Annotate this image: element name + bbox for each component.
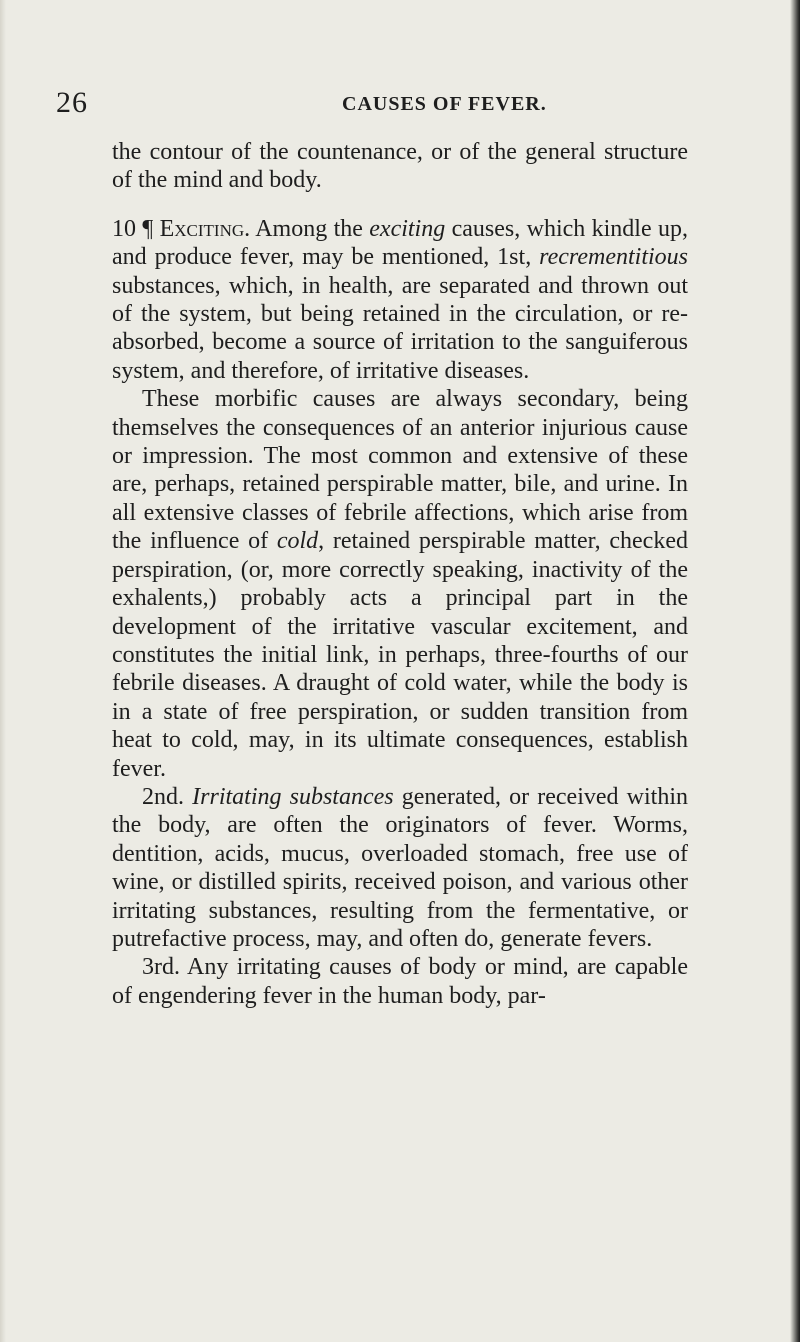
section-heading: 10 ¶ Exciting. <box>112 215 251 242</box>
paragraph-exciting: 10 ¶ Exciting. Among the exciting causes, which kindle up, and produce fever, may be mentioned, 1st, recrementitious substances, which, in health, are separated and thrown out of the system, but being retained in the circulation, or re-absorbed, become a source of irritation to the sanguiferous system, and therefore, of irritative diseases. <box>112 215 688 384</box>
running-head <box>56 86 626 126</box>
page-edge-left <box>0 0 6 1342</box>
body-text <box>112 138 688 1010</box>
paragraph-continued: the contour of the countenance, or of the general structure of the mind and body. <box>112 139 688 194</box>
page-number: 26 <box>56 86 88 119</box>
paragraph-third: 3rd. Any irritating causes of body or mind, are capable of engendering fever in the human body, par- <box>112 954 688 1009</box>
paragraph-irritating: 2nd. Irritating substances generated, or received within the body, are often the originators of fever. Worms, dentition, acids, mucus, overloaded stomach, free use of wine, or distilled spirits, received poison, and various other irritating substances, resulting from the fermentative, or putrefactive process, may, and often do, generate fevers. <box>112 783 688 952</box>
paragraph-morbific: These morbific causes are always secondary, being themselves the consequences of an anterior injurious cause or impression. The most common and extensive of these are, perhaps, retained perspirable matter, bile, and urine. In all extensive classes of febrile affections, which arise from the influence of cold, retained perspirable matter, checked perspiration, (or, more correctly speaking, inactivity of the exhalents,) probably acts a principal part in the development of the irritative vascular excitement, and constitutes the initial link, in perhaps, three-fourths of our febrile diseases. A draught of cold water, while the body is in a state of free perspiration, or sudden transition from heat to cold, may, in its ultimate consequences, establish fever. <box>112 386 688 782</box>
running-title: CAUSES OF FEVER. <box>342 93 547 115</box>
page-edge-right <box>790 0 800 1342</box>
